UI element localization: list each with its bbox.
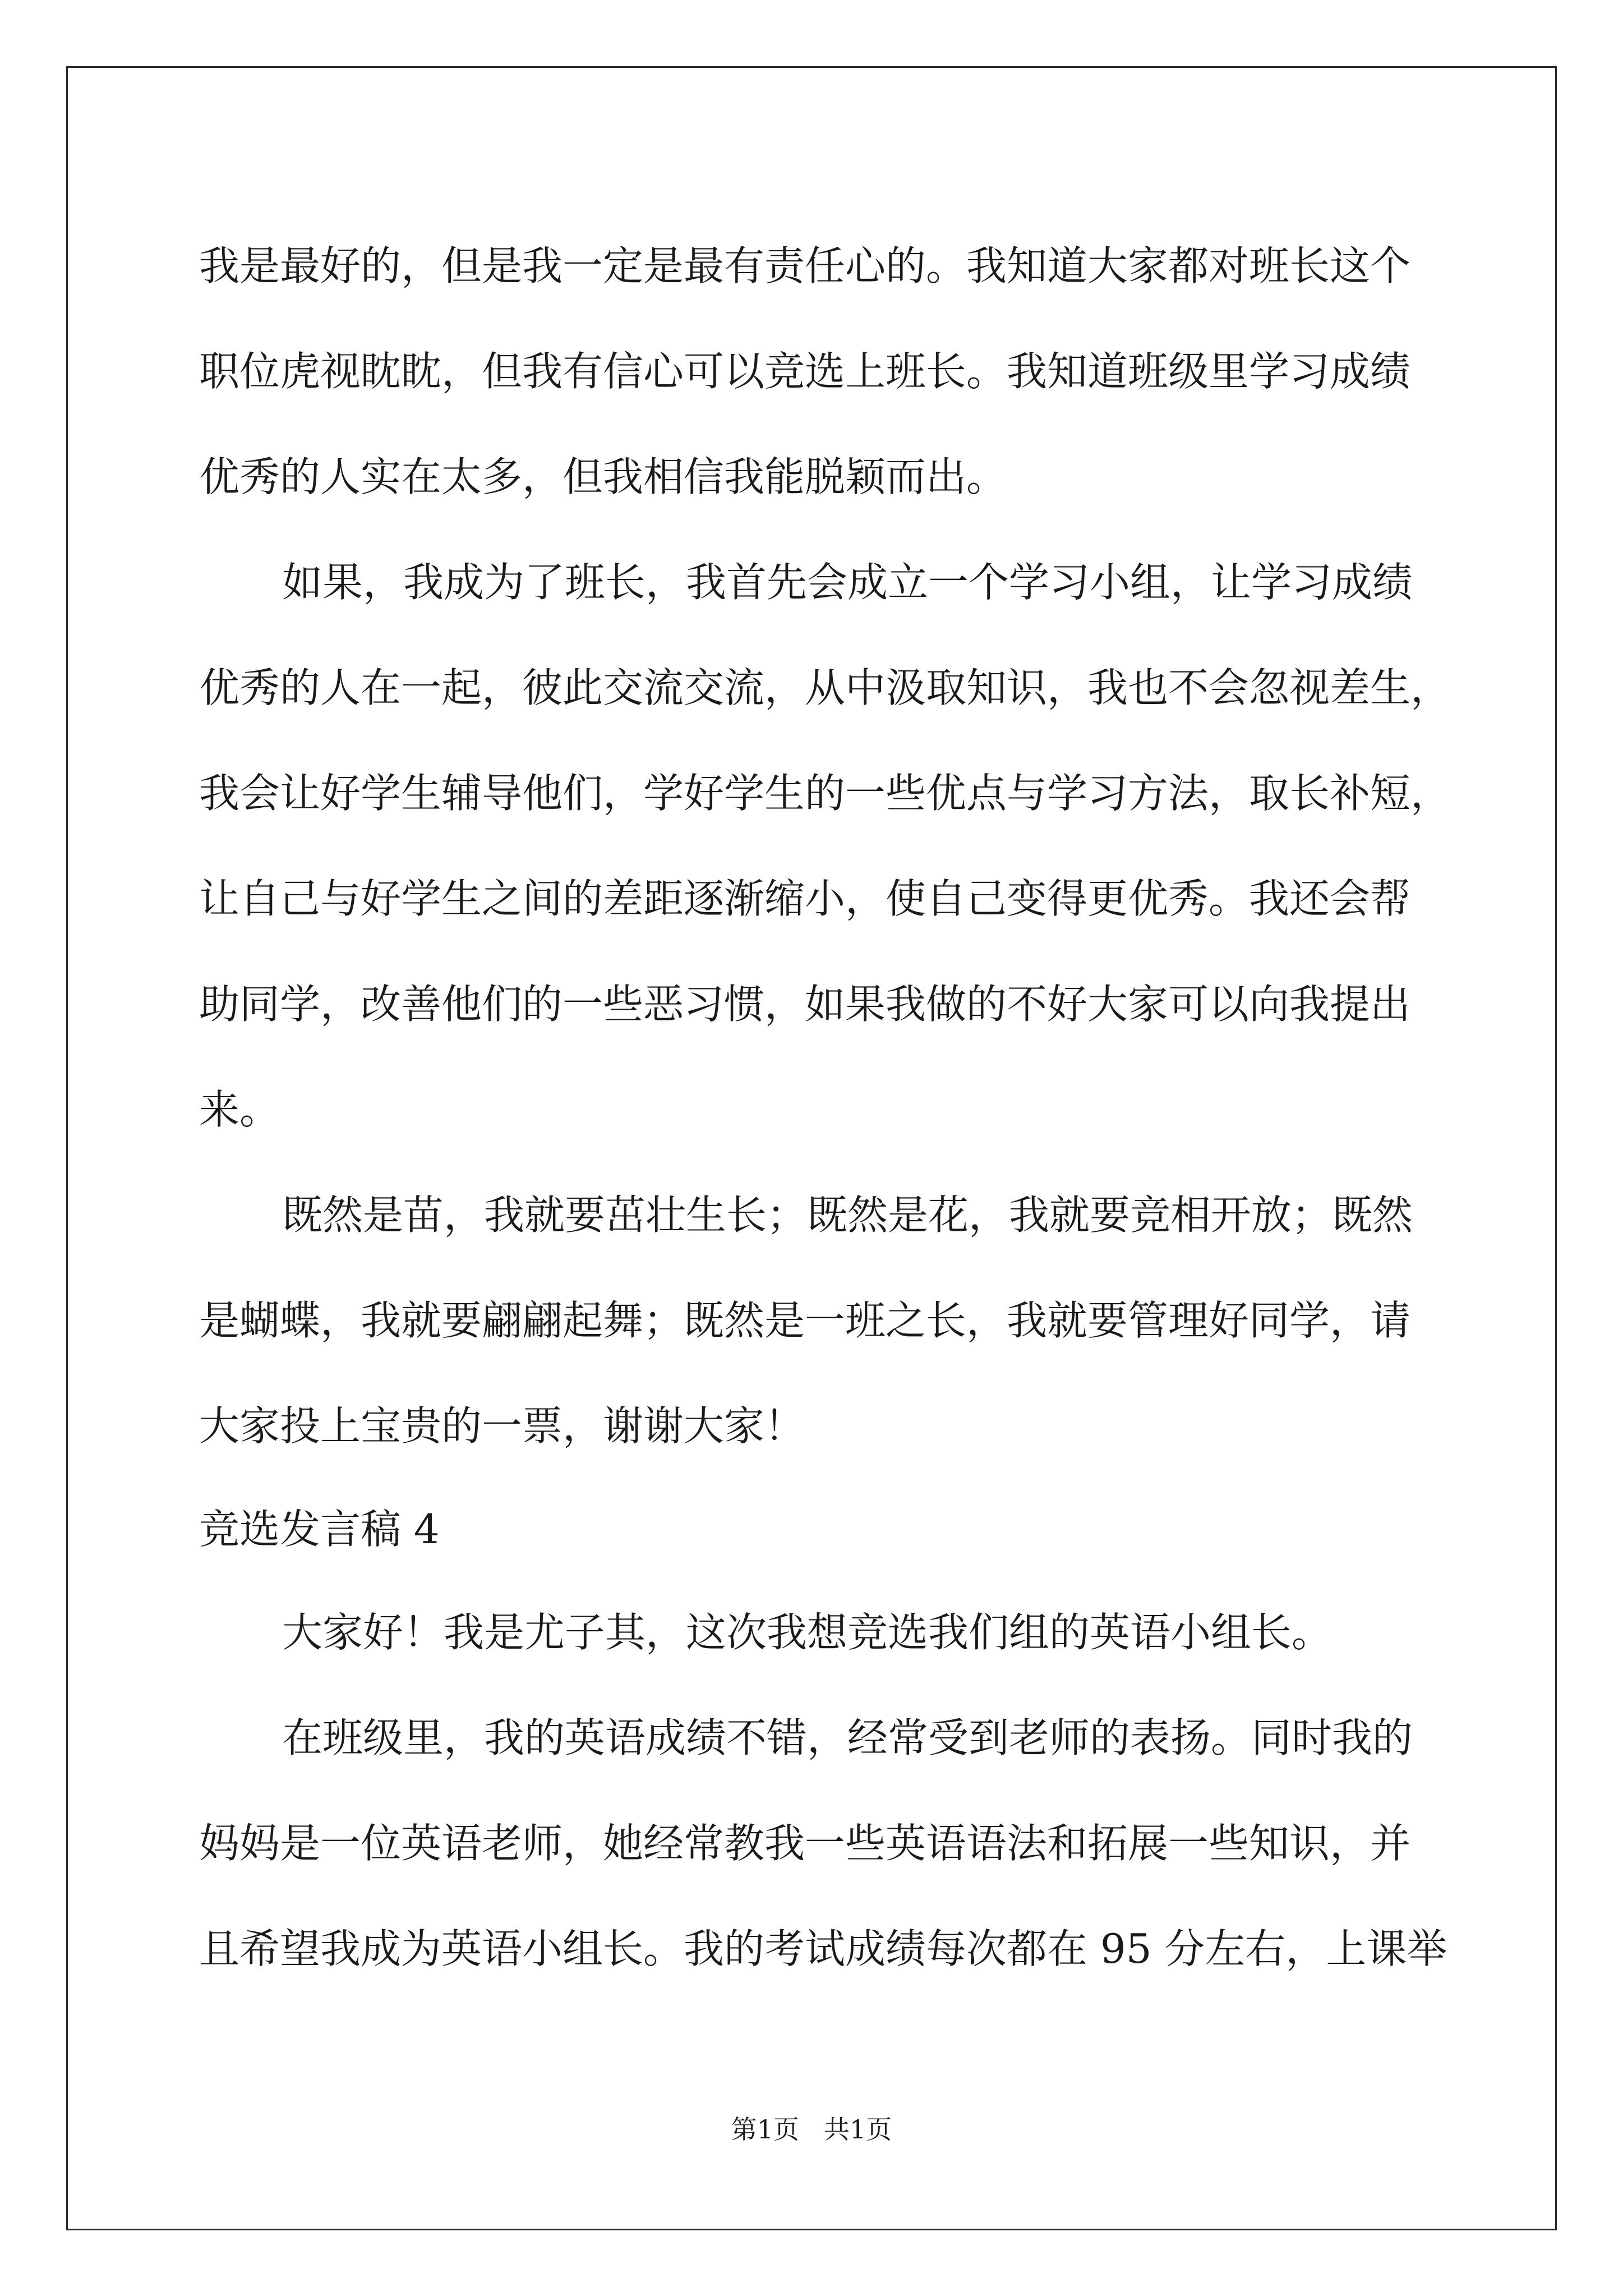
page-footer	[0, 2109, 1623, 2146]
text-line: 来。	[199, 1086, 280, 1133]
page-number: 第1页	[731, 2114, 799, 2145]
text-line: 如果，我成为了班长，我首先会成立一个学习小组，让学习成绩	[282, 559, 1413, 606]
section-heading: 竞选发言稿 4	[199, 1506, 440, 1553]
text-line: 我会让好学生辅导他们，学好学生的一些优点与学习方法，取长补短，	[199, 770, 1451, 817]
text-line: 是蝴蝶，我就要翩翩起舞；既然是一班之长，我就要管理好同学，请	[199, 1297, 1411, 1344]
text-line: 且希望我成为英语小组长。我的考试成绩每次都在 95 分左右，上课举	[199, 1925, 1447, 1972]
text-line: 职位虎视眈眈，但我有信心可以竞选上班长。我知道班级里学习成绩	[199, 348, 1411, 395]
text-line: 我是最好的，但是我一定是最有责任心的。我知道大家都对班长这个	[199, 242, 1411, 289]
document-body	[199, 213, 1451, 2001]
text-line: 让自己与好学生之间的差距逐渐缩小，使自己变得更优秀。我还会帮	[199, 875, 1411, 922]
text-line: 优秀的人在一起，彼此交流交流，从中汲取知识，我也不会忽视差生，	[199, 664, 1451, 711]
text-line: 妈妈是一位英语老师，她经常教我一些英语语法和拓展一些知识，并	[199, 1820, 1411, 1867]
text-line: 助同学，改善他们的一些恶习惯，如果我做的不好大家可以向我提出	[199, 981, 1411, 1028]
text-line: 大家好！我是尤子其，这次我想竞选我们组的英语小组长。	[282, 1609, 1332, 1656]
text-line: 在班级里，我的英语成绩不错，经常受到老师的表扬。同时我的	[282, 1714, 1413, 1761]
page-total: 共1页	[824, 2114, 892, 2145]
text-line: 既然是苗，我就要茁壮生长；既然是花，我就要竞相开放；既然	[282, 1191, 1413, 1239]
text-line: 优秀的人实在太多，但我相信我能脱颖而出。	[199, 453, 1007, 500]
text-line: 大家投上宝贵的一票，谢谢大家！	[199, 1402, 805, 1450]
